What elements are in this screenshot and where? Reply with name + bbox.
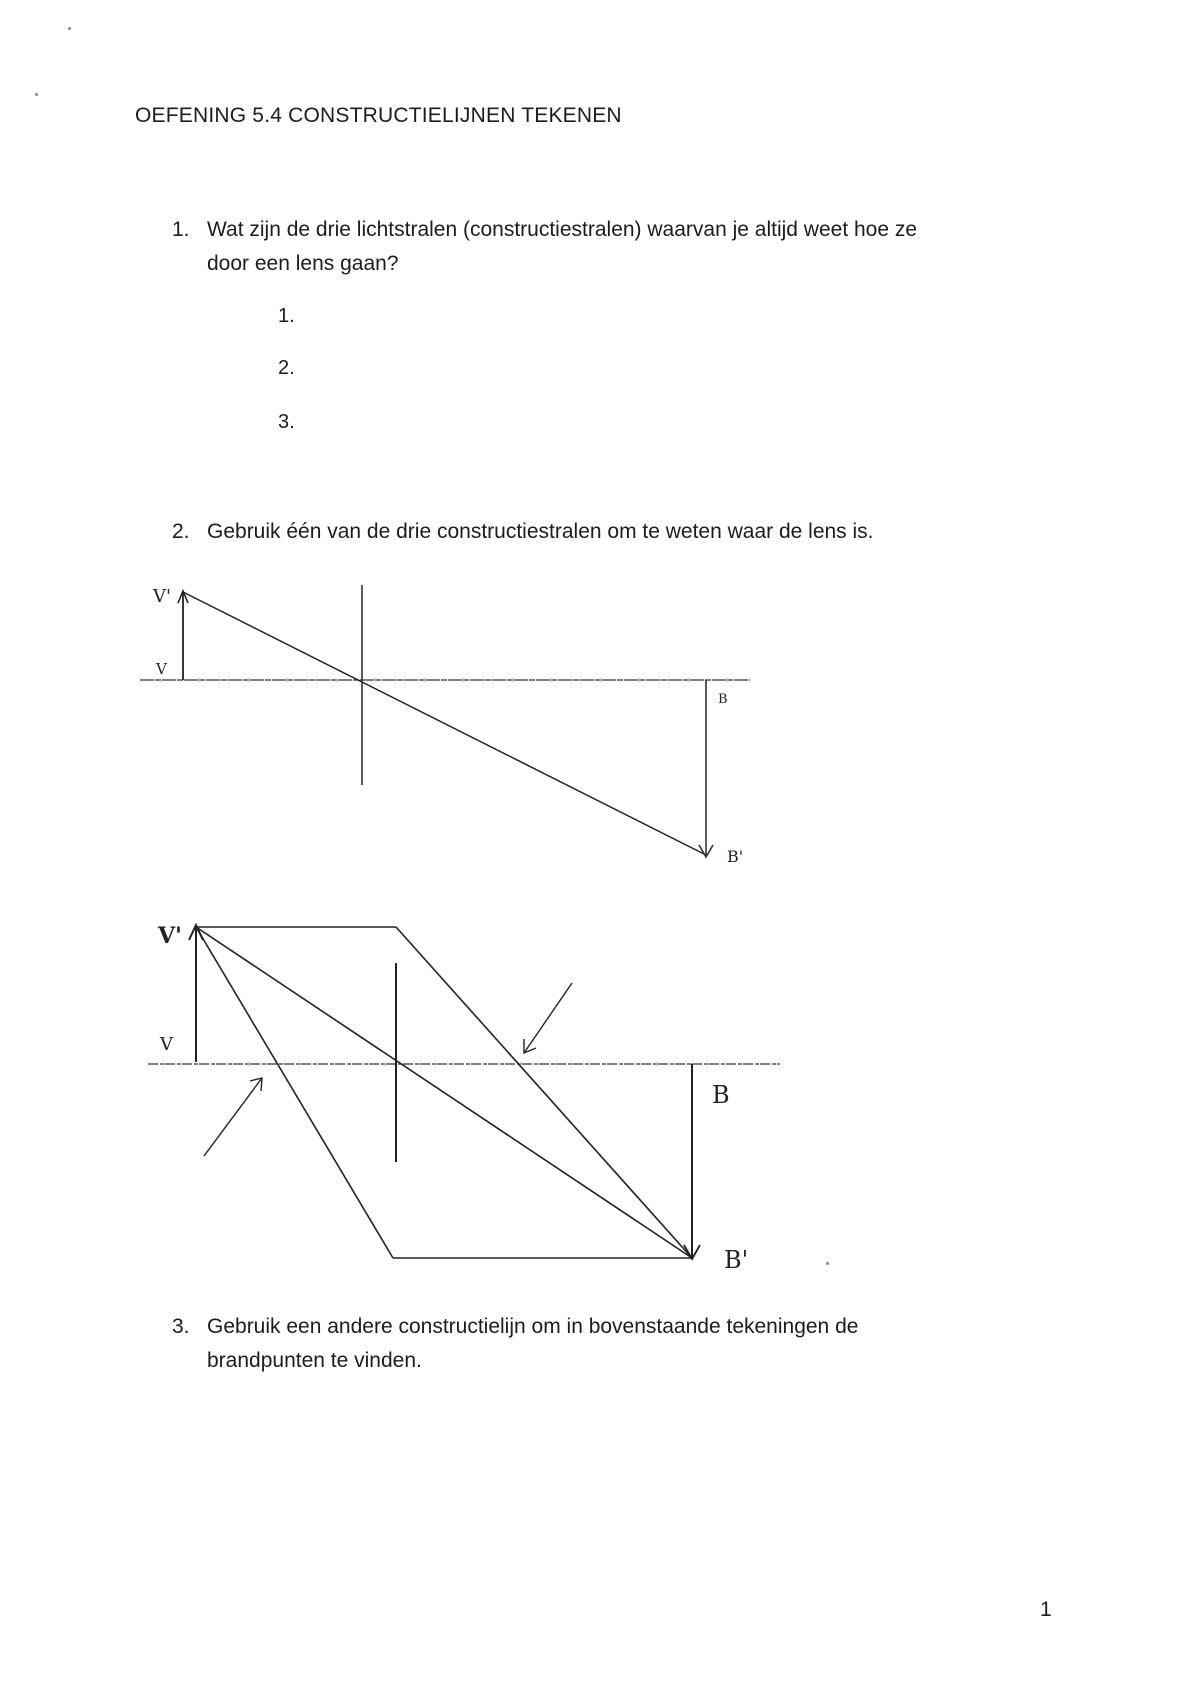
- central-ray: [183, 592, 706, 855]
- focal-point-arrowhead-right: [524, 1039, 536, 1053]
- focal-ray-in: [196, 927, 393, 1258]
- object-arrowhead: [189, 925, 203, 940]
- label-b-prime: B': [724, 1246, 749, 1274]
- central-ray: [196, 927, 692, 1258]
- question-3-text-line-1: Gebruik een andere constructielijn om in bovenstaande tekeningen de: [207, 1315, 859, 1338]
- page-number: 1: [1040, 1598, 1052, 1621]
- label-v-prime: V': [153, 586, 171, 607]
- focal-point-arrow-left: [204, 1078, 262, 1156]
- focal-point-arrow-right: [524, 983, 572, 1053]
- image-arrowhead: [684, 1245, 700, 1259]
- question-1-number: 1.: [172, 218, 190, 241]
- label-v-prime: V': [158, 923, 182, 949]
- scan-speck: [35, 93, 38, 96]
- answer-item-3: 3.: [278, 411, 295, 433]
- focal-point-arrowhead-left: [250, 1078, 262, 1091]
- page-title: OEFENING 5.4 CONSTRUCTIELIJNEN TEKENEN: [135, 104, 622, 127]
- answer-item-1: 1.: [278, 305, 295, 327]
- scan-speck: [826, 1262, 829, 1265]
- label-v: V: [156, 660, 167, 678]
- label-b: B: [712, 1081, 730, 1109]
- label-v: V: [160, 1034, 173, 1055]
- question-1-text-line-2: door een lens gaan?: [207, 252, 399, 275]
- image-arrowhead: [699, 845, 713, 857]
- label-b-prime: B': [727, 847, 744, 866]
- label-b: B: [718, 692, 728, 707]
- question-3-number: 3.: [172, 1315, 190, 1338]
- question-1-text-line-1: Wat zijn de drie lichtstralen (constructiestralen) waarvan je altijd weet hoe ze: [207, 218, 918, 241]
- scan-speck: [68, 27, 71, 30]
- question-2-text: Gebruik één van de drie constructiestralen om te weten waar de lens is.: [207, 520, 874, 543]
- question-3-text-line-2: brandpunten te vinden.: [207, 1349, 422, 1372]
- question-2-number: 2.: [172, 520, 190, 543]
- answer-item-2: 2.: [278, 357, 295, 379]
- parallel-ray-out: [396, 927, 692, 1258]
- object-arrowhead: [178, 591, 188, 603]
